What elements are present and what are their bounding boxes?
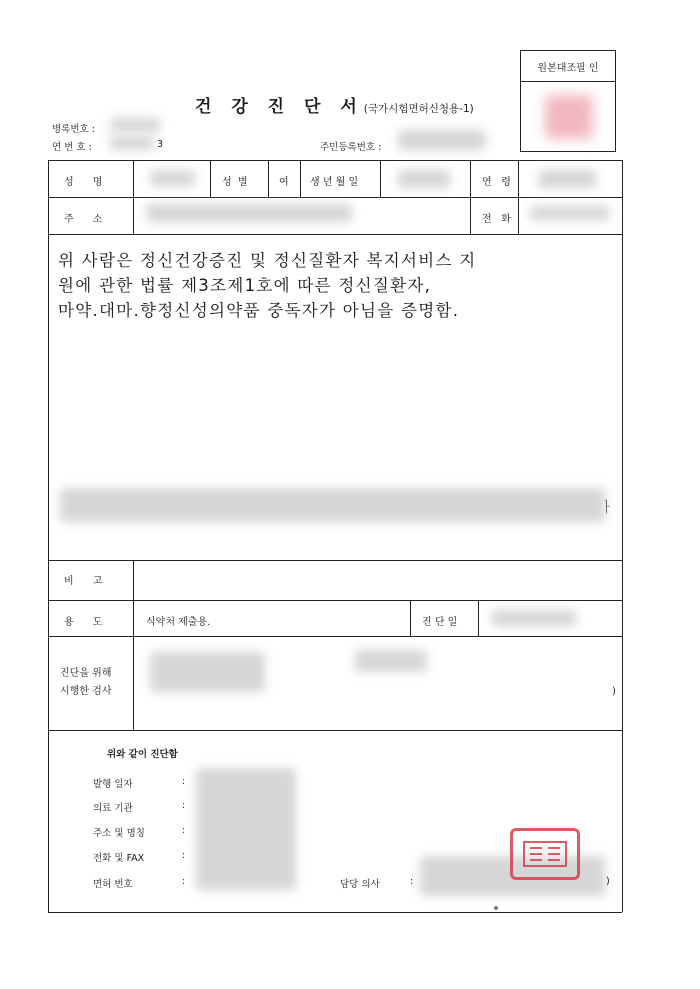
diagnosis-note-tail: ㅏ bbox=[600, 500, 614, 516]
address-name-colon: : bbox=[182, 825, 186, 836]
serial-number-tail: 3 bbox=[157, 139, 164, 150]
label-column-divider bbox=[133, 560, 134, 730]
diagnosis-date-redacted bbox=[492, 610, 576, 626]
license-number-colon: : bbox=[182, 876, 186, 887]
seal-mark-icon bbox=[522, 839, 568, 869]
purpose-label: 용 도 bbox=[64, 617, 103, 628]
table-bottom-border bbox=[48, 912, 622, 913]
phone-label: 전 화 bbox=[482, 214, 511, 225]
row1-bottom bbox=[48, 197, 622, 198]
row1-div4 bbox=[300, 160, 301, 197]
purpose-div2 bbox=[478, 600, 479, 636]
institution-colon: : bbox=[182, 800, 186, 811]
statement-line: 위 사람은 정신건강증진 및 정신질환자 복지서비스 지 bbox=[58, 251, 477, 270]
issue-date-colon: : bbox=[182, 776, 186, 787]
row1-div6 bbox=[470, 160, 471, 234]
record-number-redacted bbox=[110, 118, 160, 132]
license-number-label: 면허 번호 bbox=[93, 879, 133, 890]
table-right-border bbox=[622, 160, 623, 912]
diagnosis-date-label: 진 단 일 bbox=[422, 617, 458, 628]
certification-statement bbox=[58, 248, 618, 323]
row1-div2 bbox=[210, 160, 211, 197]
issue-date-label: 발행 일자 bbox=[93, 779, 133, 790]
footer-top bbox=[48, 730, 622, 731]
purpose-div1 bbox=[410, 600, 411, 636]
tests-value-redacted-2 bbox=[355, 650, 427, 672]
row1-div3 bbox=[268, 160, 269, 197]
doctor-colon: : bbox=[410, 876, 414, 887]
record-number-label: 병록번호 : bbox=[52, 124, 95, 135]
title-sub: (국가시험면허신청용-1) bbox=[363, 103, 474, 115]
row2-bottom bbox=[48, 234, 622, 235]
tests-label-line1: 진단을 위해 bbox=[60, 668, 112, 679]
row1-div1 bbox=[133, 160, 134, 234]
resident-number-label: 주민등록번호 : bbox=[320, 142, 382, 153]
phone-fax-label: 전화 및 FAX bbox=[93, 853, 145, 864]
footer-heading: 위와 같이 진단함 bbox=[107, 749, 178, 760]
purpose-value: 식약처 제출용. bbox=[146, 617, 211, 628]
diagnosis-note-redacted bbox=[60, 488, 605, 522]
serial-number-redacted bbox=[110, 136, 154, 150]
document-title bbox=[195, 92, 474, 117]
tests-label-line2: 시행한 검사 bbox=[60, 686, 112, 697]
footer-values-redacted bbox=[196, 768, 296, 890]
doctor-label: 담당 의사 bbox=[340, 879, 380, 890]
serial-number-label: 연 번 호 : bbox=[52, 142, 92, 153]
tests-top bbox=[48, 636, 622, 637]
row1-div7 bbox=[518, 160, 519, 234]
purpose-top bbox=[48, 600, 622, 601]
age-label: 연 령 bbox=[482, 177, 511, 188]
phone-fax-colon: : bbox=[182, 850, 186, 861]
remarks-top bbox=[48, 560, 622, 561]
stamp-box-header: 원본대조필 인 bbox=[521, 51, 615, 82]
name-label: 성 명 bbox=[64, 177, 103, 188]
table-left-border bbox=[48, 160, 49, 912]
phone-value-redacted bbox=[530, 206, 610, 220]
statement-line: 원에 관한 법률 제3조제1호에 따른 정신질환자, bbox=[58, 276, 432, 295]
address-name-label: 주소 및 명칭 bbox=[93, 828, 145, 839]
name-value-redacted bbox=[150, 170, 195, 186]
institution-seal bbox=[510, 828, 580, 880]
sex-value: 여 bbox=[279, 177, 289, 188]
tests-close-paren: ) bbox=[612, 686, 616, 697]
original-verification-stamp-box bbox=[520, 50, 616, 152]
title-main: 건 강 진 단 서 bbox=[195, 97, 364, 117]
tests-value-redacted-1 bbox=[150, 652, 265, 692]
age-value-redacted bbox=[538, 170, 596, 188]
doctor-close-paren: ) bbox=[606, 876, 610, 887]
resident-number-redacted bbox=[398, 130, 486, 150]
row1-div5 bbox=[380, 160, 381, 197]
dob-label: 생 년 월 일 bbox=[310, 177, 359, 188]
dot-mark bbox=[494, 906, 498, 910]
address-label: 주 소 bbox=[64, 214, 103, 225]
remarks-label: 비 고 bbox=[64, 576, 103, 587]
stamp-box-seal-redacted bbox=[545, 95, 593, 139]
table-top-border bbox=[48, 160, 622, 161]
sex-label: 성 별 bbox=[222, 177, 248, 188]
institution-label: 의료 기관 bbox=[93, 803, 133, 814]
address-value-redacted bbox=[146, 204, 352, 222]
statement-line: 마약.대마.향정신성의약품 중독자가 아님을 증명함. bbox=[58, 301, 460, 320]
dob-value-redacted bbox=[398, 170, 450, 188]
